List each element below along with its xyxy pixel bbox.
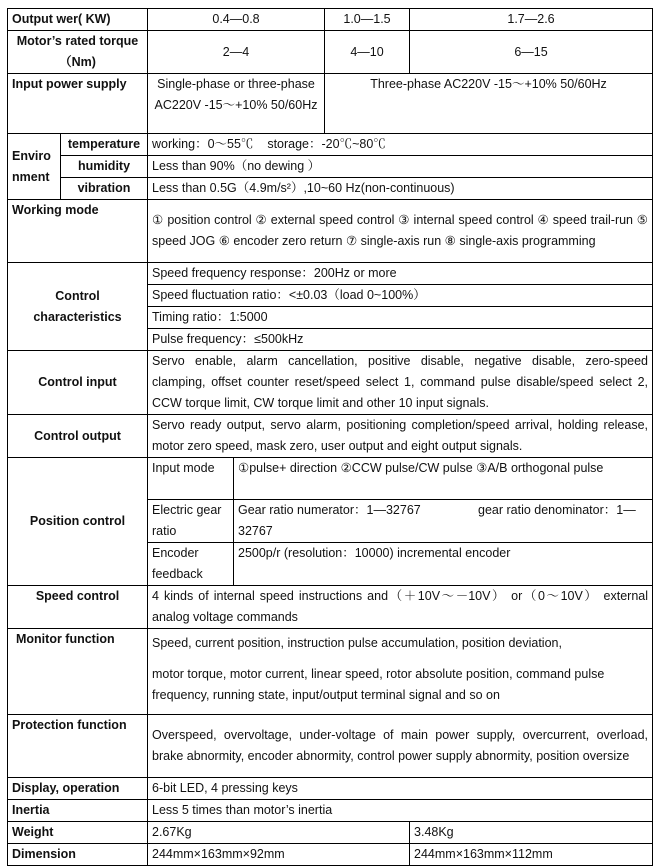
control-input-value: Servo enable, alarm cancellation, positive disable, negative disable, zero-speed clamping, offset counter reset/speed select 1, command pulse disable/speed select 2, CCW torque limit, CW torque limit and other 10 input signals.: [148, 351, 653, 415]
spec-table: [7, 8, 653, 866]
weight-large: 3.48Kg: [410, 822, 653, 844]
output-power-medium: 1.0—1.5: [325, 9, 410, 31]
monitor-value: [148, 629, 653, 715]
input-power-label: Input power supply: [8, 74, 148, 134]
input-mode-value: ①pulse+ direction ②CCW pulse/CW pulse ③A/B orthogonal pulse: [234, 458, 653, 500]
row-speed-control: [8, 586, 653, 629]
row-working-mode: [8, 200, 653, 263]
input-power-three: Three-phase AC220V -15～+10% 50/60Hz: [325, 74, 653, 134]
monitor-line-2: motor torque, motor current, linear speed, rotor absolute position, command pulse frequency, running state, input/output terminal signal and so on: [152, 667, 605, 702]
gear-ratio-label: Electric gear ratio: [148, 500, 234, 543]
row-display: [8, 778, 653, 800]
working-mode-value: ① position control ② external speed control ③ internal speed control ④ speed trail-run ⑤ speed JOG ⑥ encoder zero return ⑦ single-axis run ⑧ single-axis programming: [148, 200, 653, 263]
row-output-power: [8, 9, 653, 31]
dimension-label: Dimension: [8, 844, 148, 866]
control-characteristics-item: Timing ratio：1:5000: [148, 307, 653, 329]
encoder-feedback-label: Encoder feedback: [148, 543, 234, 586]
rated-torque-small: 2—4: [148, 31, 325, 74]
row-dimension: [8, 844, 653, 866]
vibration-value: Less than 0.5G（4.9m/s²）,10~60 Hz(non-continuous): [148, 178, 653, 200]
weight-small: 2.67Kg: [148, 822, 410, 844]
dimension-small: 244mm×163mm×92mm: [148, 844, 410, 866]
vibration-label: vibration: [61, 178, 148, 200]
speed-control-value: 4 kinds of internal speed instructions and（＋10V～－10V） or（0～10V） external analog voltage commands: [148, 586, 653, 629]
row-input-mode: [8, 458, 653, 500]
row-temperature: [8, 134, 653, 156]
row-inertia: [8, 800, 653, 822]
row-vibration: [8, 178, 653, 200]
temperature-value: working：0～55℃ storage：-20℃~80℃: [148, 134, 653, 156]
humidity-value: Less than 90%（no dewing ）: [148, 156, 653, 178]
display-value: 6-bit LED, 4 pressing keys: [148, 778, 653, 800]
control-output-label: Control output: [8, 415, 148, 458]
temperature-label: temperature: [61, 134, 148, 156]
control-characteristics-item: Speed fluctuation ratio：<±0.03（load 0~100%）: [148, 285, 653, 307]
row-weight: [8, 822, 653, 844]
row-rated-torque: [8, 31, 653, 74]
input-power-single: Single-phase or three-phase AC220V -15～+10% 50/60Hz: [148, 74, 325, 134]
environment-label: Environment: [8, 134, 61, 200]
control-characteristics-item: Pulse frequency：≤500kHz: [148, 329, 653, 351]
row-control-input: [8, 351, 653, 415]
encoder-feedback-value: 2500p/r (resolution：10000) incremental encoder: [234, 543, 653, 586]
control-characteristics-label: Control characteristics: [8, 263, 148, 351]
output-power-label: Output wer( KW): [8, 9, 148, 31]
row-monitor: [8, 629, 653, 715]
control-input-label: Control input: [8, 351, 148, 415]
row-control-char-1: [8, 263, 653, 285]
inertia-value: Less 5 times than motor’s inertia: [148, 800, 653, 822]
working-mode-label: Working mode: [8, 200, 148, 263]
inertia-label: Inertia: [8, 800, 148, 822]
protection-value: Overspeed, overvoltage, under-voltage of main power supply, overcurrent, overload, brake abnormity, encoder abnormity, control power supply abnormity, position oversize: [148, 715, 653, 778]
gear-ratio-numerator: Gear ratio numerator：1—32767: [238, 503, 421, 517]
control-characteristics-item: Speed frequency response：200Hz or more: [148, 263, 653, 285]
input-mode-label: Input mode: [148, 458, 234, 500]
control-output-value: Servo ready output, servo alarm, positioning completion/speed arrival, holding release, motor zero speed, mask zero, user output and eight output signals.: [148, 415, 653, 458]
row-humidity: [8, 156, 653, 178]
weight-label: Weight: [8, 822, 148, 844]
rated-torque-medium: 4—10: [325, 31, 410, 74]
display-label: Display, operation: [8, 778, 148, 800]
output-power-large: 1.7—2.6: [410, 9, 653, 31]
humidity-label: humidity: [61, 156, 148, 178]
output-power-small: 0.4—0.8: [148, 9, 325, 31]
rated-torque-label: Motor’s rated torque（Nm): [8, 31, 148, 74]
gear-ratio-value: [234, 500, 653, 543]
row-control-output: [8, 415, 653, 458]
protection-label: Protection function: [8, 715, 148, 778]
monitor-line-1: Speed, current position, instruction pulse accumulation, position deviation,: [152, 636, 562, 650]
speed-control-label: Speed control: [8, 586, 148, 629]
rated-torque-large: 6—15: [410, 31, 653, 74]
gear-ratio-denominator: gear ratio denominator：1—32767: [238, 503, 636, 538]
position-control-label: Position control: [8, 458, 148, 586]
row-input-power: [8, 74, 653, 134]
monitor-label: Monitor function: [8, 629, 148, 715]
dimension-large: 244mm×163mm×112mm: [410, 844, 653, 866]
row-protection: [8, 715, 653, 778]
